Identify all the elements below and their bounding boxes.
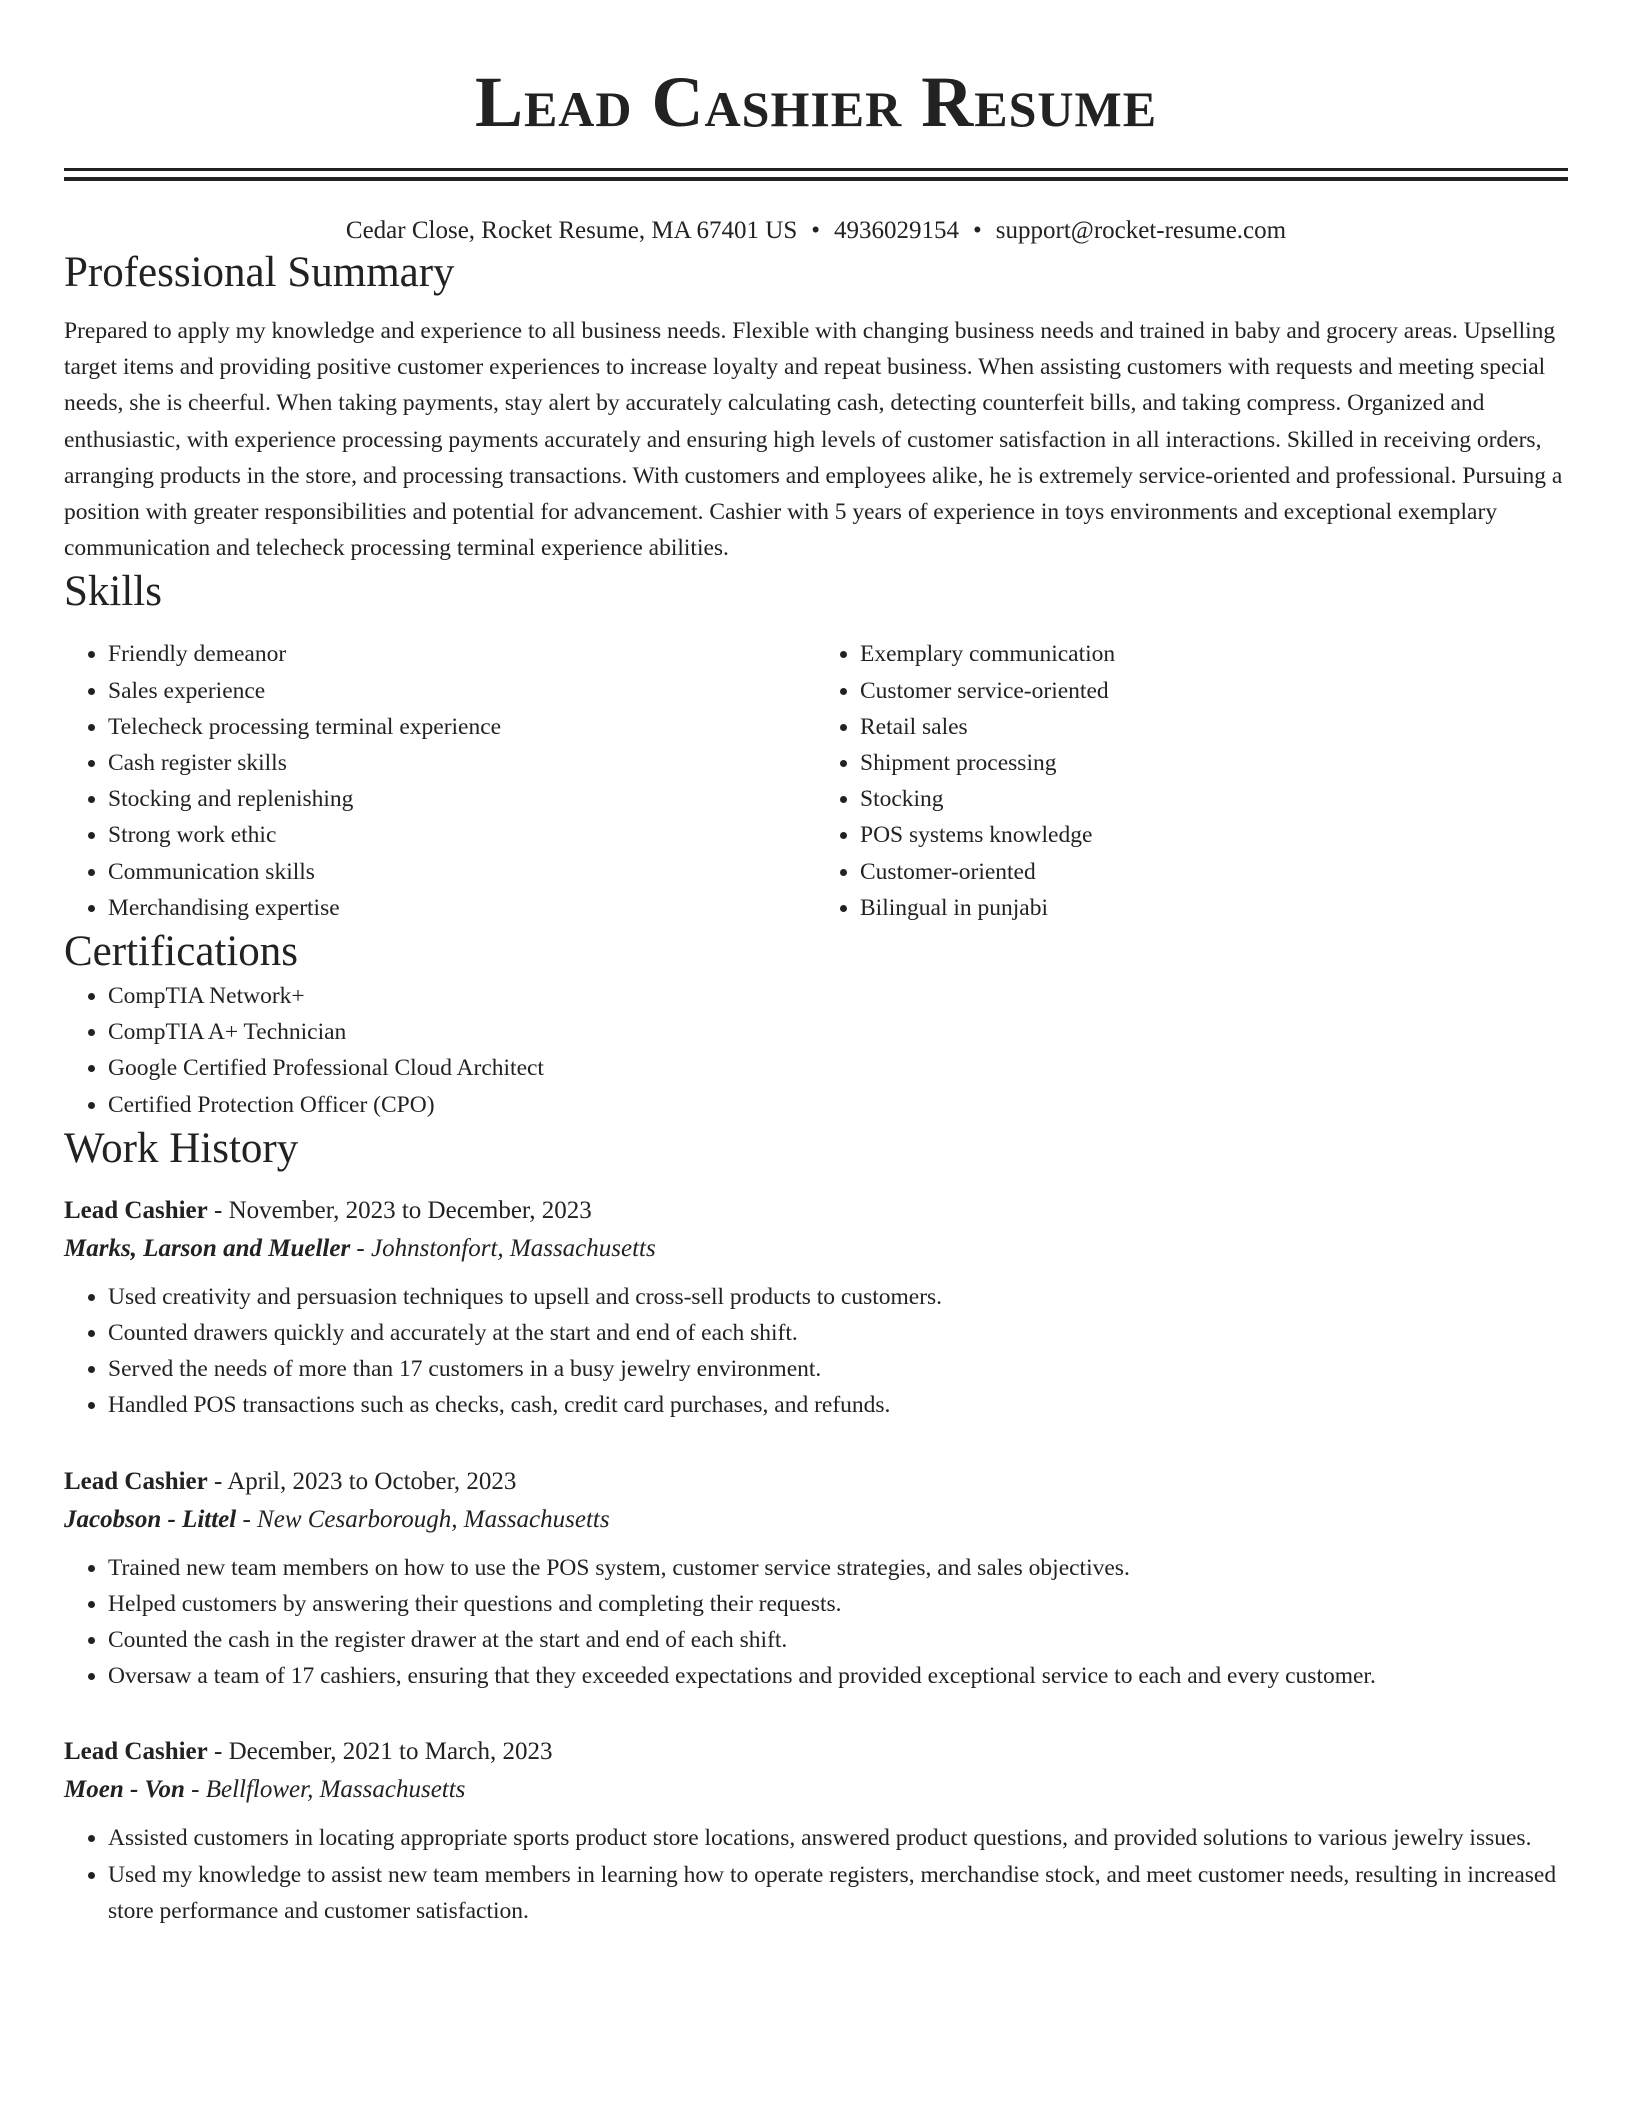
skill-item: • Exemplary communication [860, 636, 1568, 672]
summary-text: Prepared to apply my knowledge and experience to all business needs. Flexible with changing business needs and trained in baby and grocery areas. Upselling target items and providing positive customer experiences to increase loyalty and repeat business. When assisting customers with requests and meeting special needs, she is cheerful. When taking payments, stay alert by accurately calculating cash, detecting counterfeit bills, and taking compress. Organized and enthusiastic, with experience processing payments accurately and ensuring high levels of customer satisfaction in all interactions. Skilled in receiving orders, arranging products in the store, and processing transactions. With customers and employees alike, he is extremely service-oriented and professional. Pursuing a position with greater responsibilities and potential for advancement. Cashier with 5 years of experience in toys environments and exceptional exemplary communication and telecheck processing terminal experience abilities. [64, 318, 1563, 562]
skill-item: • Telecheck processing terminal experience [108, 709, 816, 745]
job-title: Lead Cashier [64, 1196, 208, 1224]
job-location: - New Cesarborough, Massachusetts [236, 1505, 610, 1533]
job-title-line [64, 1464, 1568, 1500]
skill-item: • Customer service-oriented [860, 673, 1568, 709]
job-company-line [64, 1229, 1568, 1269]
job-duty-item: • Helped customers by answering their questions and completing their requests. [108, 1586, 1568, 1622]
job-company: Moen - Von [64, 1776, 185, 1804]
job-dates: - November, 2023 to December, 2023 [207, 1196, 592, 1224]
work-history-heading: Work History [64, 1124, 299, 1172]
contact-phone: 4936029154 [834, 217, 960, 244]
contact-separator: • [973, 217, 982, 244]
job-dates: - April, 2023 to October, 2023 [207, 1467, 517, 1495]
job-duty-item: • Used creativity and persuasion techniques to upsell and cross-sell products to customers. [108, 1279, 1568, 1315]
job-duty-item: • Trained new team members on how to use the POS system, customer service strategies, and sales objectives. [108, 1550, 1568, 1586]
summary-heading: Professional Summary [64, 249, 455, 296]
skill-item: • Retail sales [860, 709, 1568, 745]
contact-email: support@rocket-resume.com [995, 217, 1287, 244]
skill-item: • Stocking [860, 781, 1568, 817]
skill-item: • Strong work ethic [108, 817, 816, 853]
title-rule-top [64, 168, 1568, 171]
job-title-line [64, 1193, 1568, 1229]
skill-item: • Cash register skills [108, 745, 816, 781]
job-duty-item: • Counted drawers quickly and accurately at the start and end of each shift. [108, 1315, 1568, 1351]
job-duty-item: • Oversaw a team of 17 cashiers, ensuring that they exceeded expectations and provided exceptional service to each and every customer. [108, 1658, 1568, 1694]
job-duty-item: • Handled POS transactions such as checks, cash, credit card purchases, and refunds. [108, 1387, 1568, 1423]
job-company: Jacobson - Littel [64, 1505, 237, 1533]
skill-item: • Friendly demeanor [108, 636, 816, 672]
certification-item: • CompTIA A+ Technician [108, 1014, 1568, 1050]
skill-item: • Communication skills [108, 854, 816, 890]
title-rule-bottom [64, 177, 1568, 181]
job-duty-item: • Assisted customers in locating appropriate sports product store locations, answered product questions, and provided solutions to various jewelry issues. [108, 1820, 1568, 1856]
certification-item: • Google Certified Professional Cloud Architect [108, 1050, 1568, 1086]
skills-columns [64, 636, 1568, 926]
job-company-line [64, 1770, 1568, 1810]
job-duty-item: • Counted the cash in the register drawer at the start and end of each shift. [108, 1622, 1568, 1658]
job-title: Lead Cashier [64, 1467, 208, 1495]
skill-item: • Sales experience [108, 673, 816, 709]
skill-item: • Merchandising expertise [108, 890, 816, 926]
certifications-heading: Certifications [64, 928, 299, 976]
contact-line [64, 215, 1568, 247]
job-duties-list [64, 1820, 1568, 1929]
certification-item: • CompTIA Network+ [108, 978, 1568, 1014]
certification-item: • Certified Protection Officer (CPO) [108, 1087, 1568, 1123]
skill-item: • POS systems knowledge [860, 817, 1568, 853]
job-company: Marks, Larson and Mueller [64, 1234, 351, 1262]
job-duty-item: • Used my knowledge to assist new team members in learning how to operate registers, merchandise stock, and meet customer needs, resulting in increased store performance and customer satisfaction. [108, 1857, 1568, 1929]
skill-item: • Bilingual in punjabi [860, 890, 1568, 926]
job-title: Lead Cashier [64, 1738, 208, 1766]
job-entry [64, 1464, 1568, 1695]
skill-item: • Customer-oriented [860, 854, 1568, 890]
job-location: - Bellflower, Massachusetts [184, 1776, 466, 1804]
job-dates: - December, 2021 to March, 2023 [207, 1738, 553, 1766]
skill-item: • Stocking and replenishing [108, 781, 816, 817]
job-title-line [64, 1734, 1568, 1770]
certifications-list [64, 978, 1568, 1123]
job-duty-item: • Served the needs of more than 17 customers in a busy jewelry environment. [108, 1351, 1568, 1387]
skills-list-right [816, 636, 1568, 926]
contact-separator: • [811, 217, 821, 244]
job-company-line [64, 1500, 1568, 1540]
skills-list-left [64, 636, 816, 926]
resume-title: Lead Cashier Resume [474, 62, 1158, 142]
contact-address: Cedar Close, Rocket Resume, MA 67401 US [345, 217, 798, 244]
job-duties-list [64, 1279, 1568, 1424]
skills-heading: Skills [64, 568, 162, 616]
job-entry [64, 1734, 1568, 1929]
job-duties-list [64, 1550, 1568, 1695]
job-location: - Johnstonfort, Massachusetts [350, 1234, 656, 1262]
skill-item: • Shipment processing [860, 745, 1568, 781]
job-entry [64, 1193, 1568, 1424]
